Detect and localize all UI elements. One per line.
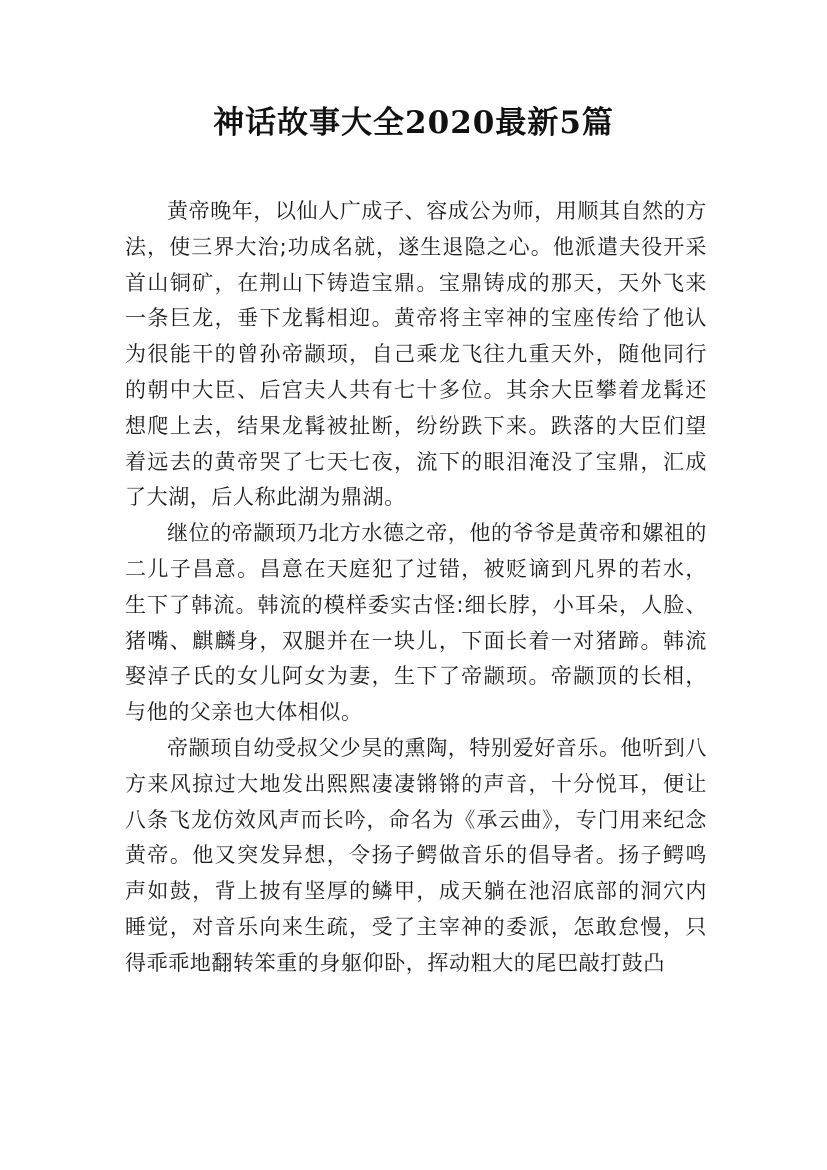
paragraph-3: 帝颛顼自幼受叔父少昊的熏陶，特别爱好音乐。他听到八方来风掠过大地发出熙熙凄凄锵锵的声音，十分悦耳，便让八条飞龙仿效风声而长吟，命名为《承云曲》，专门用来纪念黄帝。他又突发异想，令扬子鳄做音乐的倡导者。扬子鳄鸣声如鼓，背上披有坚厚的鳞甲，成天躺在池沼底部的洞穴内睡觉，对音乐向来生疏，受了主宰神的委派，怎敢怠慢，只得乖乖地翻转笨重的身躯仰卧，挥动粗大的尾巴敲打鼓凸 xyxy=(125,735,707,975)
paragraph-1: 黄帝晚年，以仙人广成子、容成公为师，用顺其自然的方法，使三界大治;功成名就，遂生退隐之心。他派遣夫役开采首山铜矿，在荆山下铸造宝鼎。宝鼎铸成的那天，天外飞来一条巨龙，垂下龙髯相迎。黄帝将主宰神的宝座传给了他认为很能干的曾孙帝颛顼，自己乘龙飞往九重天外，随他同行的朝中大臣、后宫夫人共有七十多位。其余大臣攀着龙髯还想爬上去，结果龙髯被扯断，纷纷跌下来。跌落的大臣们望着远去的黄帝哭了七天七夜，流下的眼泪淹没了宝鼎，汇成了大湖，后人称此湖为鼎湖。 xyxy=(125,199,707,510)
document-body xyxy=(125,194,707,982)
document-title: 神话故事大全2020最新5篇 xyxy=(213,105,614,141)
paragraph-2: 继位的帝颛顼乃北方水德之帝，他的爷爷是黄帝和嫘祖的二儿子昌意。昌意在天庭犯了过错，被贬谪到凡界的若水，生下了韩流。韩流的模样委实古怪:细长脖，小耳朵，人脸、猪嘴、麒麟身，双腿并在一块儿，下面长着一对猪蹄。韩流娶淖子氏的女儿阿女为妻，生下了帝颛顼。帝颛顶的长相，与他的父亲也大体相似。 xyxy=(125,521,707,725)
